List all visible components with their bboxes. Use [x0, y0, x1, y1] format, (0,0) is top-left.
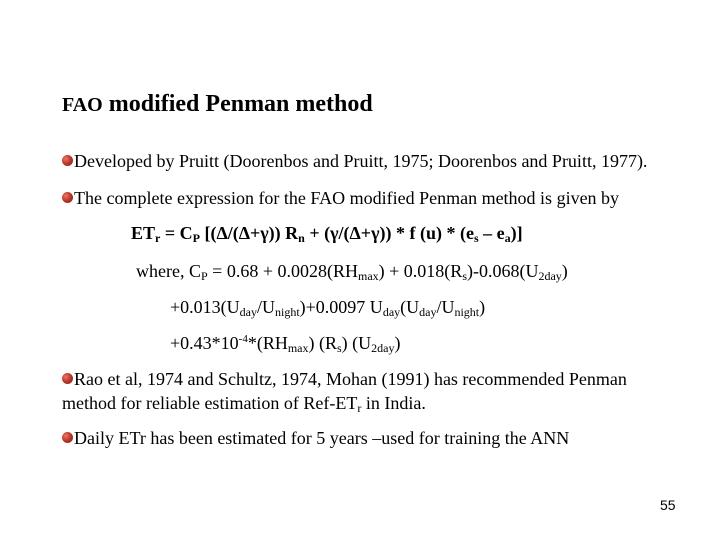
bullet-icon	[62, 155, 73, 166]
title-prefix: FAO	[62, 94, 103, 116]
title-rest: modified Penman method	[102, 91, 373, 117]
equation-where-1: where, $C_P = 0.68 + 0.0028(RH_{max}) + 0.018(R_s)-0.068(U_{2day})$	[136, 261, 568, 283]
equation-main: $ET_r = C_P$ [(Δ/(Δ+γ)) $R_n + (\gamma/(\Delta+\gamma)) * f$ $(u) * (e_s - e_a)$]	[131, 223, 523, 245]
bullet-icon	[62, 192, 73, 203]
bullet-item	[62, 187, 619, 209]
page-number: 55	[660, 497, 676, 513]
bullet-text: Daily ETr has been estimated for 5 years –used for training the ANN	[74, 428, 570, 448]
bullet-item	[62, 150, 647, 172]
bullet-icon	[62, 432, 73, 443]
bullet-text: Developed by Pruitt (Doorenbos and Pruitt, 1975; Doorenbos and Pruitt, 1977).	[74, 151, 648, 171]
bullet-icon	[62, 373, 73, 384]
bullet-item	[62, 427, 569, 449]
equation-where-2: $+0.013(U_{day}/U_{night})+0.0097$ $U_{day}(U_{day}/U_{night})$	[170, 297, 486, 319]
bullet-continuation: method for reliable estimation of Ref-$ET_r$ in India.	[62, 393, 426, 415]
slide-title	[62, 91, 373, 118]
bullet-item	[62, 368, 627, 390]
bullet-text: The complete expression for the FAO modified Penman method is given by	[74, 188, 620, 208]
equation-where-3: $+0.43*10^{-4}*(RH_{max})$ $(R_s)$ $(U_{2day})$	[170, 333, 401, 355]
bullet-text: Rao et al, 1974 and Schultz, 1974, Mohan (1991) has recommended Penman	[74, 369, 627, 389]
